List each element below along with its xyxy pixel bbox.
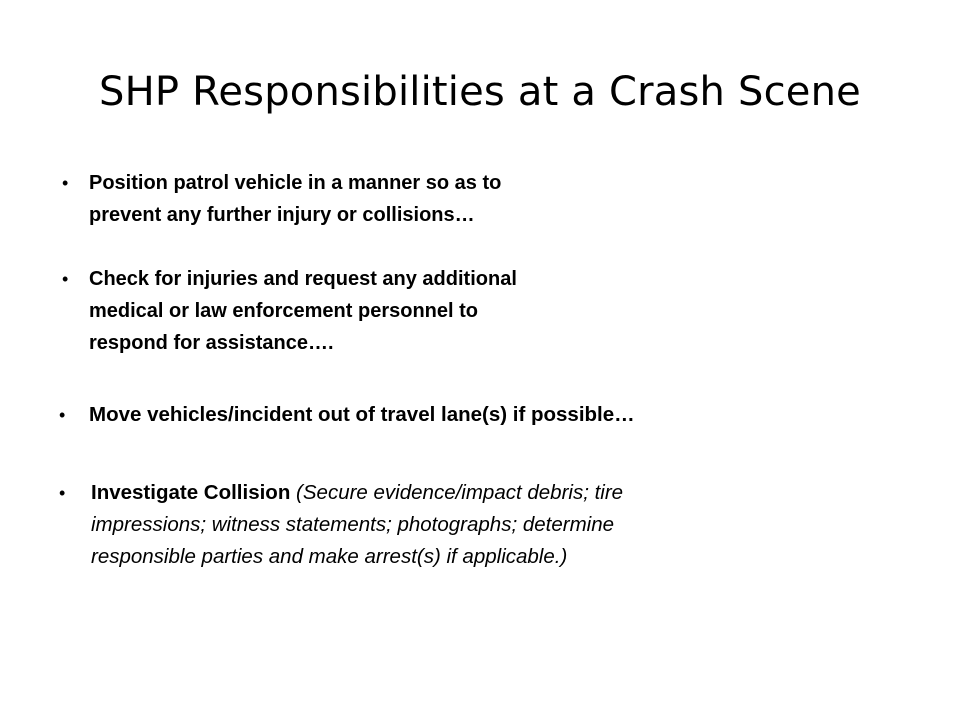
bullet-item-patrol-vehicle bbox=[62, 167, 649, 231]
bullet-item-check-injuries bbox=[62, 263, 649, 359]
bullet-text-line: medical or law enforcement personnel to bbox=[89, 300, 478, 322]
bullet-text-line: Check for injuries and request any additional bbox=[89, 268, 517, 290]
bullet-text-line: Move vehicles/incident out of travel lane(s) if possible… bbox=[89, 403, 635, 426]
bullet-detail-text: impressions; witness statements; photographs; determine bbox=[91, 513, 615, 536]
bullet-detail-text: responsible parties and make arrest(s) if applicable.) bbox=[91, 545, 568, 568]
bullet-text-line: Position patrol vehicle in a manner so as to bbox=[89, 172, 502, 194]
bullet-text-line: respond for assistance…. bbox=[89, 332, 334, 354]
bullet-detail-text: (Secure evidence/impact debris; tire bbox=[290, 481, 624, 504]
bullet-icon: • bbox=[59, 483, 66, 503]
bullet-text-line: prevent any further injury or collisions… bbox=[89, 204, 475, 226]
bullet-text-line bbox=[91, 477, 791, 509]
bullet-lead-text: Investigate Collision bbox=[91, 481, 291, 504]
bullet-icon: • bbox=[59, 405, 66, 425]
bullet-item-move-vehicles bbox=[59, 399, 769, 431]
bullet-icon: • bbox=[62, 173, 69, 193]
bullet-item-investigate-collision bbox=[59, 477, 791, 573]
bullet-icon: • bbox=[62, 269, 69, 289]
slide-title: SHP Responsibilities at a Crash Scene bbox=[99, 69, 861, 115]
